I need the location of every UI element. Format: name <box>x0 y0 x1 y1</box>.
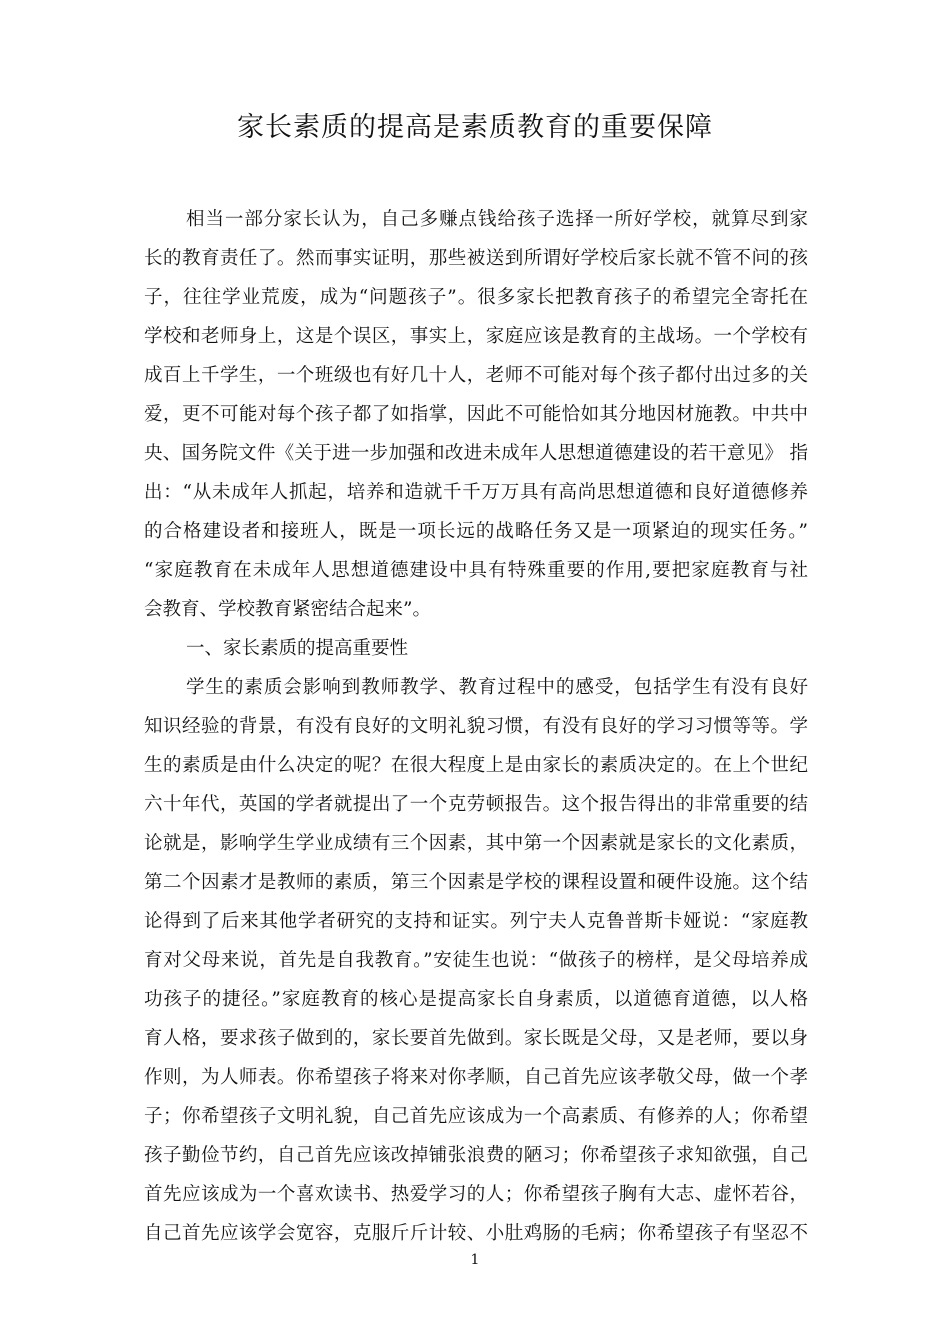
text-line: 央、国务院文件《关于进一步加强和改进未成年人思想道德建设的若干意见》 指 <box>144 443 808 464</box>
page-number: 1 <box>470 1252 480 1268</box>
document-title: 家长素质的提高是素质教育的重要保障 <box>237 112 713 143</box>
text-line: 一、家长素质的提高重要性 <box>186 638 409 659</box>
text-line: 学生的素质会影响到教师教学、教育过程中的感受，包括学生有没有良好 <box>186 677 808 698</box>
text-line: 论就是，影响学生学业成绩有三个因素，其中第一个因素就是家长的文化素质， <box>144 833 808 854</box>
text-line: 育人格，要求孩子做到的，家长要首先做到。家长既是父母，又是老师，要以身 <box>144 1028 808 1049</box>
document-body <box>144 200 808 1253</box>
text-line: 的合格建设者和接班人，既是一项长远的战略任务又是一项紧迫的现实任务。” <box>144 521 808 542</box>
text-line: 爱，更不可能对每个孩子都了如指掌，因此不可能恰如其分地因材施教。中共中 <box>144 404 808 425</box>
text-line: 生的素质是由什么决定的呢？在很大程度上是由家长的素质决定的。在上个世纪 <box>144 755 808 776</box>
text-line: 长的教育责任了。然而事实证明，那些被送到所谓好学校后家长就不管不问的孩 <box>144 248 808 269</box>
text-line: 会教育、学校教育紧密结合起来”。 <box>144 599 431 620</box>
text-line: 功孩子的捷径。”家庭教育的核心是提高家长自身素质，以道德育道德，以人格 <box>144 989 808 1010</box>
text-line: 作则，为人师表。你希望孩子将来对你孝顺，自己首先应该孝敬父母，做一个孝 <box>144 1067 808 1088</box>
text-line: “家庭教育在未成年人思想道德建设中具有特殊重要的作用,要把家庭教育与社 <box>144 560 808 581</box>
text-line: 首先应该成为一个喜欢读书、热爱学习的人；你希望孩子胸有大志、虚怀若谷， <box>144 1184 808 1205</box>
text-line: 相当一部分家长认为，自己多赚点钱给孩子选择一所好学校，就算尽到家 <box>186 209 808 230</box>
text-line: 第二个因素才是教师的素质，第三个因素是学校的课程设置和硬件设施。这个结 <box>144 872 808 893</box>
text-line: 成百上千学生，一个班级也有好几十人，老师不可能对每个孩子都付出过多的关 <box>144 365 808 386</box>
text-line: 六十年代，英国的学者就提出了一个克劳顿报告。这个报告得出的非常重要的结 <box>144 794 808 815</box>
text-line: 孩子勤俭节约，自己首先应该改掉铺张浪费的陋习；你希望孩子求知欲强，自己 <box>144 1145 808 1166</box>
text-line: 自己首先应该学会宽容，克服斤斤计较、小肚鸡肠的毛病；你希望孩子有坚忍不 <box>144 1223 808 1244</box>
text-line: 子；你希望孩子文明礼貌，自己首先应该成为一个高素质、有修养的人；你希望 <box>144 1106 808 1127</box>
text-line: 学校和老师身上，这是个误区，事实上，家庭应该是教育的主战场。一个学校有 <box>144 326 808 347</box>
text-line: 子，往往学业荒废，成为“问题孩子”。很多家长把教育孩子的希望完全寄托在 <box>144 287 808 308</box>
text-line: 知识经验的背景，有没有良好的文明礼貌习惯，有没有良好的学习习惯等等。学 <box>144 716 808 737</box>
text-line: 出：“从未成年人抓起，培养和造就千千万万具有高尚思想道德和良好道德修养 <box>144 482 808 503</box>
text-line: 论得到了后来其他学者研究的支持和证实。列宁夫人克鲁普斯卡娅说：“家庭教 <box>144 911 808 932</box>
text-line: 育对父母来说，首先是自我教育。”安徒生也说：“做孩子的榜样，是父母培养成 <box>144 950 808 971</box>
